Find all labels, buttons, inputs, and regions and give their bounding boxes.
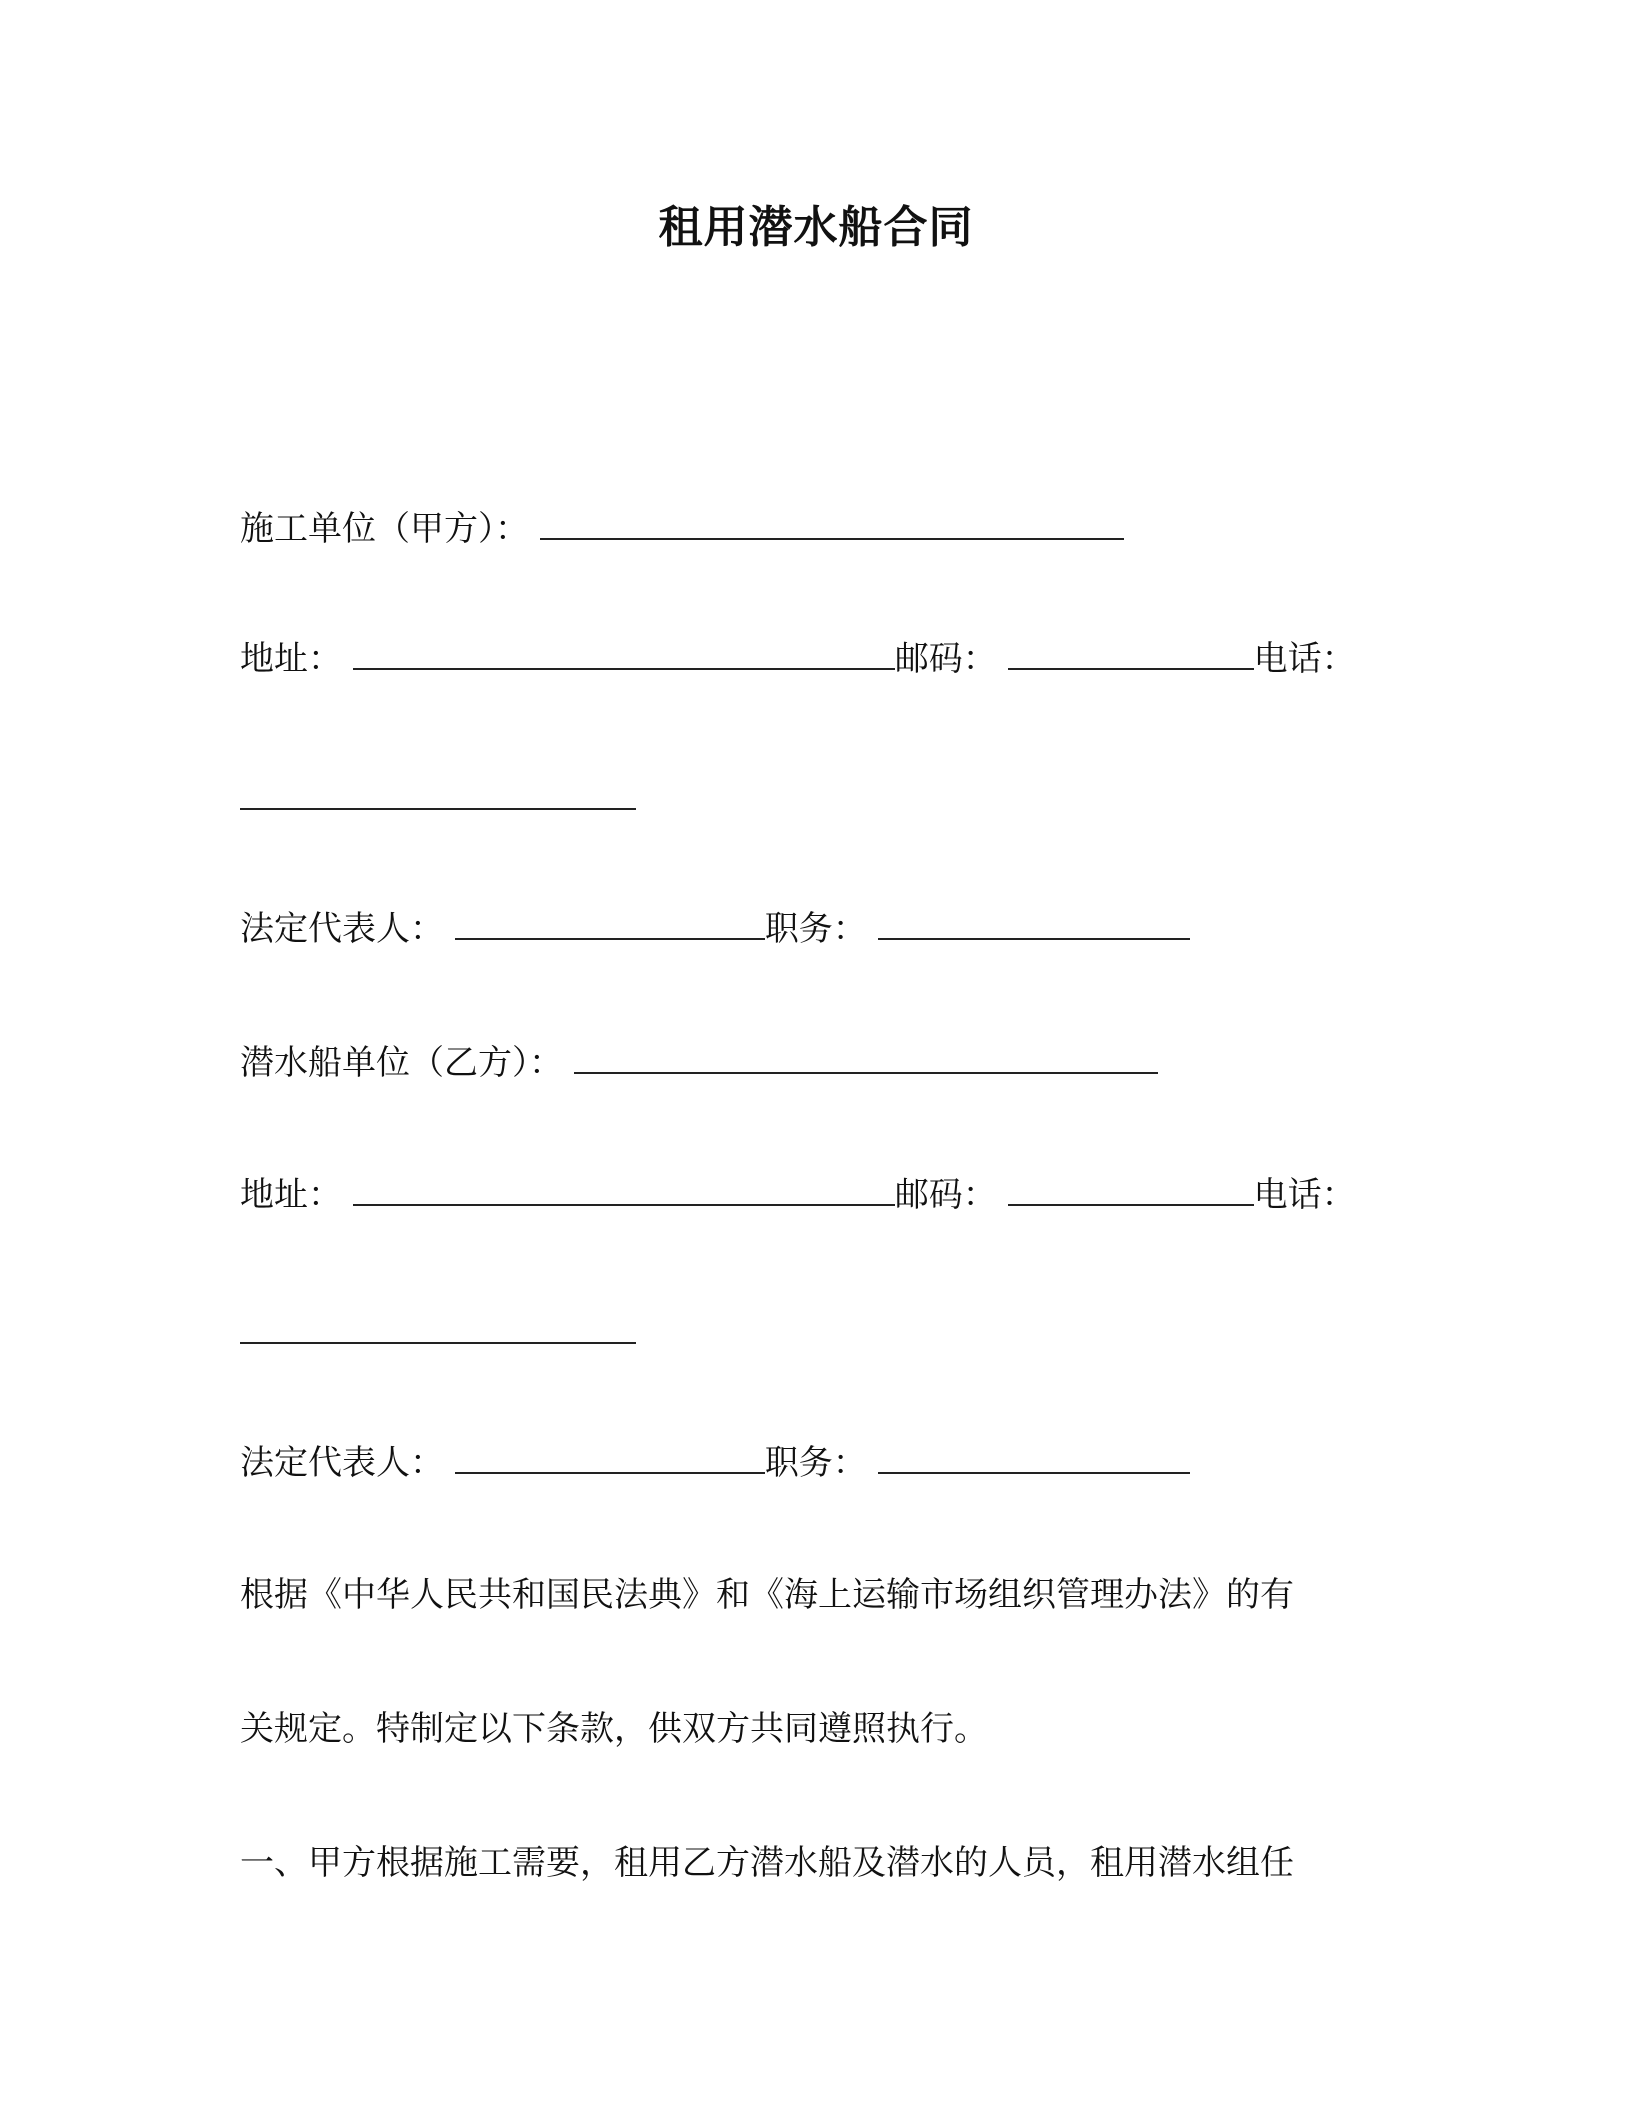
party-a-phone-label: 电话： [1253, 639, 1356, 679]
party-a-postcode-blank[interactable] [1008, 638, 1254, 670]
party-b-postcode-blank[interactable] [1008, 1174, 1254, 1206]
party-b-postcode-label: 邮码： [894, 1175, 997, 1215]
party-a-postcode-label: 邮码： [894, 639, 997, 679]
party-b-address-blank[interactable] [353, 1174, 895, 1206]
party-a-phone-line [240, 776, 636, 822]
party-b-address-label: 地址： [240, 1175, 342, 1215]
party-a-address-line [240, 636, 1356, 682]
party-b-phone-label: 电话： [1253, 1175, 1356, 1215]
party-b-position-blank[interactable] [878, 1442, 1190, 1474]
party-b-rep-blank[interactable] [455, 1442, 765, 1474]
document-title: 租用潜水船合同 [658, 202, 974, 253]
party-a-unit-blank[interactable] [540, 508, 1124, 540]
party-b-position-label: 职务： [764, 1443, 867, 1483]
preamble-line-2: 关规定。特制定以下条款，供双方共同遵照执行。 [240, 1709, 988, 1749]
clause-1-line-1: 一、甲方根据施工需要，租用乙方潜水船及潜水的人员，租用潜水组任 [240, 1843, 1294, 1883]
party-a-position-label: 职务： [764, 909, 867, 949]
party-a-rep-blank[interactable] [455, 908, 765, 940]
party-b-rep-label: 法定代表人： [240, 1443, 444, 1483]
party-a-address-label: 地址： [240, 639, 342, 679]
party-b-phone-line [240, 1310, 636, 1356]
party-b-unit-label: 潜水船单位（乙方）： [240, 1043, 563, 1083]
party-b-rep-line [240, 1440, 1190, 1486]
party-a-unit-line [240, 506, 1124, 552]
party-a-position-blank[interactable] [878, 908, 1190, 940]
party-a-phone-blank[interactable] [240, 778, 636, 810]
party-a-rep-line [240, 906, 1190, 952]
preamble-line-1: 根据《中华人民共和国民法典》和《海上运输市场组织管理办法》的有 [240, 1575, 1294, 1615]
party-b-address-line [240, 1172, 1356, 1218]
party-a-rep-label: 法定代表人： [240, 909, 444, 949]
party-b-phone-blank[interactable] [240, 1312, 636, 1344]
party-b-unit-line [240, 1040, 1158, 1086]
party-b-unit-blank[interactable] [574, 1042, 1158, 1074]
party-a-unit-label: 施工单位（甲方）： [240, 509, 529, 549]
party-a-address-blank[interactable] [353, 638, 895, 670]
